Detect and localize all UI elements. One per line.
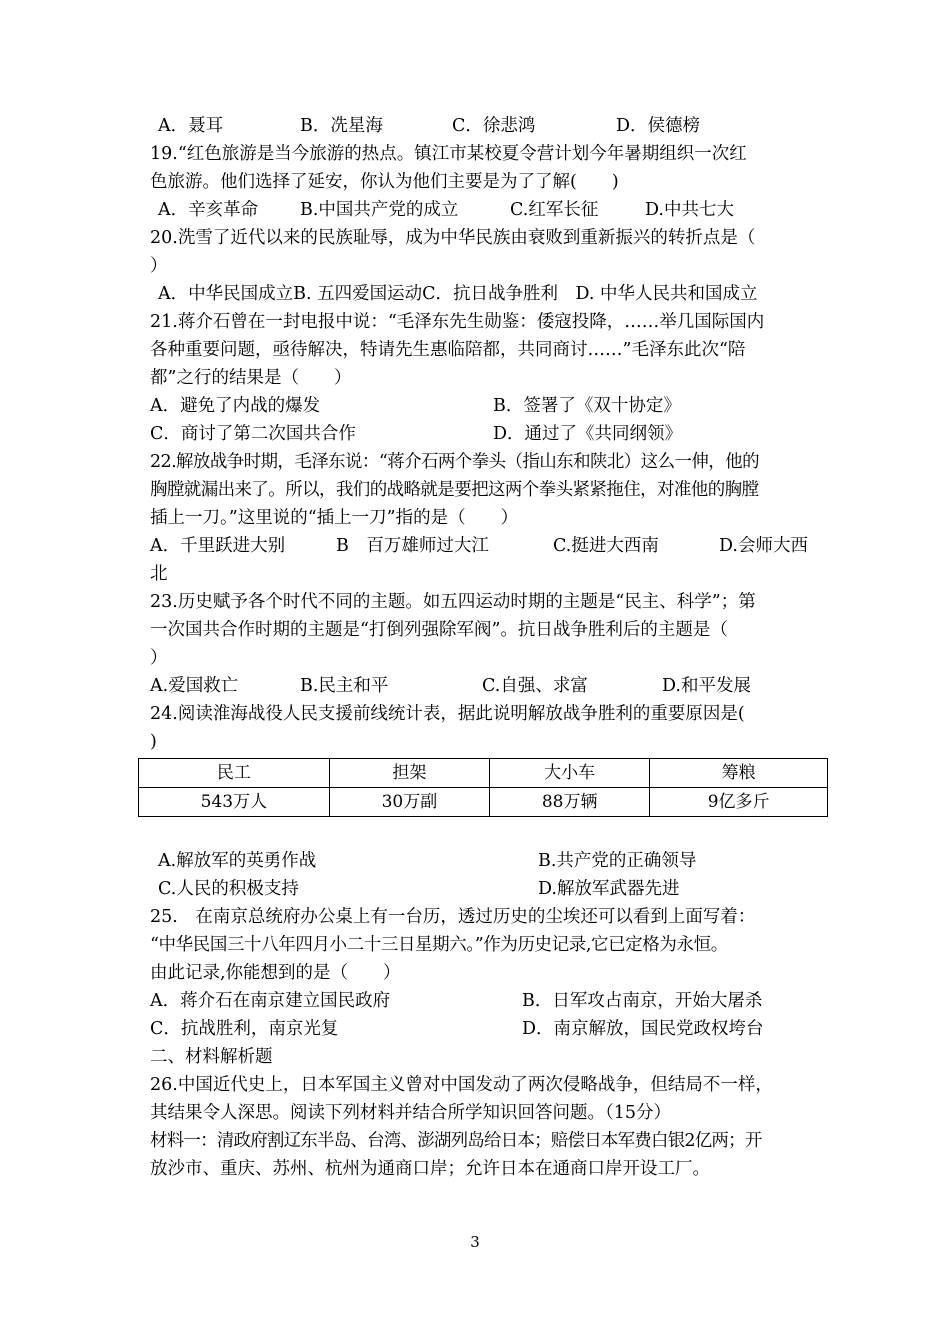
- q20-options: A．中华民国成立B. 五四爱国运动C．抗日战争胜利 D. 中华人民共和国成立: [158, 284, 758, 304]
- q24-option-d: D.解放军武器先进: [538, 879, 680, 899]
- q19-option-a: A．辛亥革命: [158, 200, 259, 220]
- q21-stem-line1: 21.蒋介石曾在一封电报中说：“毛泽东先生勋鉴：倭寇投降，……举几国际国内: [150, 312, 765, 332]
- q25-options-row2: [150, 1015, 830, 1043]
- q23-option-b: B.民主和平: [300, 676, 389, 696]
- q26-material1-line1: 材料一：清政府割辽东半岛、台湾、澎湖列岛给日本；赔偿日本军费白银2亿两；开: [150, 1131, 762, 1151]
- table-header-row: [139, 759, 828, 788]
- q23-stem-line1: 23.历史赋予各个时代不同的主题。如五四运动时期的主题是“民主、科学”；第: [150, 592, 756, 612]
- q23-option-c: C.自强、求富: [482, 676, 588, 696]
- q21-option-c: C．商讨了第二次国共合作: [150, 424, 356, 444]
- table-cell: 543万人: [139, 788, 330, 817]
- q21-options-row2: [150, 420, 830, 448]
- table-header-cell: 大小车: [490, 759, 650, 788]
- section-title: 二、材料解析题: [150, 1047, 273, 1067]
- q21-stem-line2: 各种重要问题，亟待解决，特请先生惠临陪都，共同商讨……”毛泽东此次“陪: [150, 340, 746, 360]
- q24-option-b: B.共产党的正确领导: [538, 851, 697, 871]
- q18-option-c: C．徐悲鸿: [452, 116, 536, 136]
- table-cell: 9亿多斤: [650, 788, 828, 817]
- table-header-cell: 担架: [329, 759, 489, 788]
- q24-option-a: A.解放军的英勇作战: [158, 851, 317, 871]
- q22-stem-line3: 插上一刀。”这里说的“插上一刀”指的是（ ）: [150, 508, 519, 528]
- q22-stem-line2: 胸膛就漏出来了。所以，我们的战略就是要把这两个拳头紧紧拖住，对准他的胸膛: [150, 480, 759, 500]
- q25-stem-line1: 25. 在南京总统府办公桌上有一台历，透过历史的尘埃还可以看到上面写着：: [150, 907, 756, 927]
- q25-stem-line3: 由此记录,你能想到的是（ ）: [150, 963, 401, 983]
- q19-options: [150, 196, 830, 224]
- q19-stem-line1: 19.“红色旅游是当今旅游的热点。镇江市某校夏令营计划今年暑期组织一次红: [150, 144, 747, 164]
- q19-option-d: D.中共七大: [645, 200, 734, 220]
- q22-option-a: A．千里跃进大别: [150, 536, 286, 556]
- q22-option-b: B 百万雄师过大江: [336, 536, 489, 556]
- table-cell: 88万辆: [490, 788, 650, 817]
- q21-stem-line3: 都”之行的结果是（ ）: [150, 368, 352, 388]
- q22-option-c: C.挺进大西南: [553, 536, 659, 556]
- q18-option-a: A．聂耳: [158, 116, 224, 136]
- q18-option-b: B．冼星海: [300, 116, 383, 136]
- q22-stem-line1: 22.解放战争时期，毛泽东说：“蒋介石两个拳头（指山东和陕北）这么一伸，他的: [150, 452, 759, 472]
- q26-stem-line2: 其结果令人深思。阅读下列材料并结合所学知识回答问题。（15分）: [150, 1103, 672, 1123]
- q23-option-d: D.和平发展: [662, 676, 751, 696]
- q25-options-row1: [150, 987, 830, 1015]
- q22-options: [150, 532, 830, 560]
- q24-stem-line1: 24.阅读淮海战役人民支援前线统计表，据此说明解放战争胜利的重要原因是(: [150, 704, 745, 724]
- q26-stem-line1: 26.中国近代史上，日本军国主义曾对中国发动了两次侵略战争，但结局不一样，: [150, 1075, 773, 1095]
- q25-option-a: A．蒋介石在南京建立国民政府: [150, 991, 391, 1011]
- q21-option-b: B．签署了《双十协定》: [493, 396, 681, 416]
- q18-option-d: D．侯德榜: [616, 116, 701, 136]
- q25-option-d: D．南京解放，国民党政权垮台: [522, 1019, 764, 1039]
- table-header-cell: 民工: [139, 759, 330, 788]
- q18-options: [150, 112, 830, 140]
- page-content: [150, 112, 830, 1183]
- q21-option-a: A．避免了内战的爆发: [150, 396, 321, 416]
- q21-options-row1: [150, 392, 830, 420]
- q24-options-row2: [150, 875, 830, 903]
- table-header-cell: 筹粮: [650, 759, 828, 788]
- q25-stem-line2: “中华民国三十八年四月小二十三日星期六。”作为历史记录,它已定格为永恒。: [150, 935, 728, 955]
- q25-option-b: B．日军攻占南京，开始大屠杀: [522, 991, 763, 1011]
- page-number: 3: [470, 1233, 480, 1251]
- q19-stem-line2: 色旅游。他们选择了延安，你认为他们主要是为了了解( ): [150, 172, 619, 192]
- q24-stem-line2: ): [150, 732, 157, 752]
- q19-option-c: C.红军长征: [510, 200, 599, 220]
- q19-option-b: B.中国共产党的成立: [300, 200, 459, 220]
- q25-option-c: C．抗战胜利，南京光复: [150, 1019, 339, 1039]
- q20-stem-line1: 20.洗雪了近代以来的民族耻辱，成为中华民族由衰败到重新振兴的转折点是（: [150, 228, 756, 248]
- q20-stem-line2: ）: [150, 256, 168, 276]
- q24-option-c: C.人民的积极支持: [158, 879, 299, 899]
- q23-stem-line3: ）: [150, 648, 168, 668]
- table-cell: 30万副: [329, 788, 489, 817]
- q22-option-d: D.会师大西: [719, 536, 808, 556]
- q24-options-row1: [150, 847, 830, 875]
- q23-option-a: A.爱国救亡: [150, 676, 239, 696]
- q21-option-d: D．通过了《共同纲领》: [493, 424, 683, 444]
- support-statistics-table: [138, 758, 828, 817]
- q22-option-d-continued: 北: [150, 564, 168, 584]
- q23-options: [150, 672, 830, 700]
- table-row: [139, 788, 828, 817]
- q23-stem-line2: 一次国共合作时期的主题是“打倒列强除军阀”。抗日战争胜利后的主题是（: [150, 620, 728, 640]
- q26-material1-line2: 放沙市、重庆、苏州、杭州为通商口岸；允许日本在通商口岸开设工厂。: [150, 1159, 710, 1179]
